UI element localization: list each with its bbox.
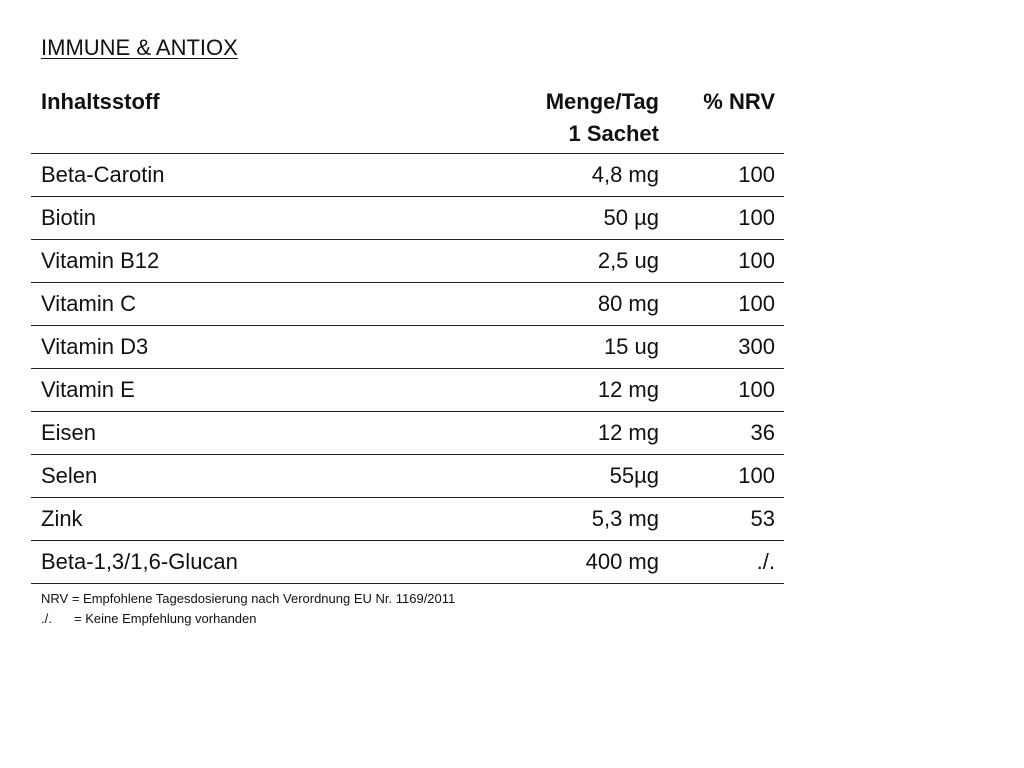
ingredient-nrv: 100	[659, 154, 784, 197]
ingredient-nrv: ./.	[659, 541, 784, 584]
ingredient-nrv: 100	[659, 369, 784, 412]
ingredient-amount: 12 mg	[471, 369, 659, 412]
ingredient-name: Vitamin E	[31, 369, 471, 412]
footnote-key: NRV	[41, 591, 69, 606]
ingredient-name: Selen	[31, 455, 471, 498]
ingredient-name: Eisen	[31, 412, 471, 455]
page-title: IMMUNE & ANTIOX	[41, 35, 238, 60]
column-header-amount-line2: 1 Sachet	[568, 121, 659, 146]
ingredient-amount: 55µg	[471, 455, 659, 498]
table-row	[31, 541, 784, 584]
ingredient-amount: 15 ug	[471, 326, 659, 369]
ingredient-nrv: 53	[659, 498, 784, 541]
table-row	[31, 369, 784, 412]
table-row	[31, 455, 784, 498]
ingredient-name: Zink	[31, 498, 471, 541]
footnote-key: ./.	[41, 611, 52, 626]
column-header-amount	[471, 86, 659, 154]
footnote-text: = Keine Empfehlung vorhanden	[74, 611, 257, 626]
column-header-ingredient: Inhaltsstoff	[31, 86, 471, 154]
ingredient-nrv: 300	[659, 326, 784, 369]
ingredient-nrv: 100	[659, 197, 784, 240]
footnote-no-recommendation	[41, 609, 784, 629]
ingredient-amount: 400 mg	[471, 541, 659, 584]
footnote-nrv	[41, 589, 784, 609]
document	[31, 33, 784, 629]
ingredient-name: Vitamin D3	[31, 326, 471, 369]
ingredient-nrv: 100	[659, 455, 784, 498]
ingredient-name: Biotin	[31, 197, 471, 240]
table-row	[31, 197, 784, 240]
table-row	[31, 283, 784, 326]
table-row	[31, 240, 784, 283]
ingredient-amount: 2,5 ug	[471, 240, 659, 283]
ingredient-amount: 80 mg	[471, 283, 659, 326]
ingredient-name: Vitamin B12	[31, 240, 471, 283]
ingredient-nrv: 100	[659, 283, 784, 326]
footnote-text: = Empfohlene Tagesdosierung nach Verordnung EU Nr. 1169/2011	[71, 591, 456, 606]
ingredient-name: Beta-1,3/1,6-Glucan	[31, 541, 471, 584]
ingredient-amount: 50 µg	[471, 197, 659, 240]
ingredient-amount: 5,3 mg	[471, 498, 659, 541]
table-row	[31, 326, 784, 369]
ingredient-amount: 12 mg	[471, 412, 659, 455]
ingredient-nrv: 36	[659, 412, 784, 455]
column-header-amount-line1: Menge/Tag	[545, 89, 659, 114]
ingredient-name: Beta-Carotin	[31, 154, 471, 197]
nutrition-table	[31, 86, 784, 584]
column-header-nrv: % NRV	[659, 86, 784, 154]
table-row	[31, 154, 784, 197]
table-header-row	[31, 86, 784, 154]
table-row	[31, 498, 784, 541]
ingredient-nrv: 100	[659, 240, 784, 283]
footnotes	[41, 589, 784, 629]
ingredient-name: Vitamin C	[31, 283, 471, 326]
ingredient-amount: 4,8 mg	[471, 154, 659, 197]
table-row	[31, 412, 784, 455]
